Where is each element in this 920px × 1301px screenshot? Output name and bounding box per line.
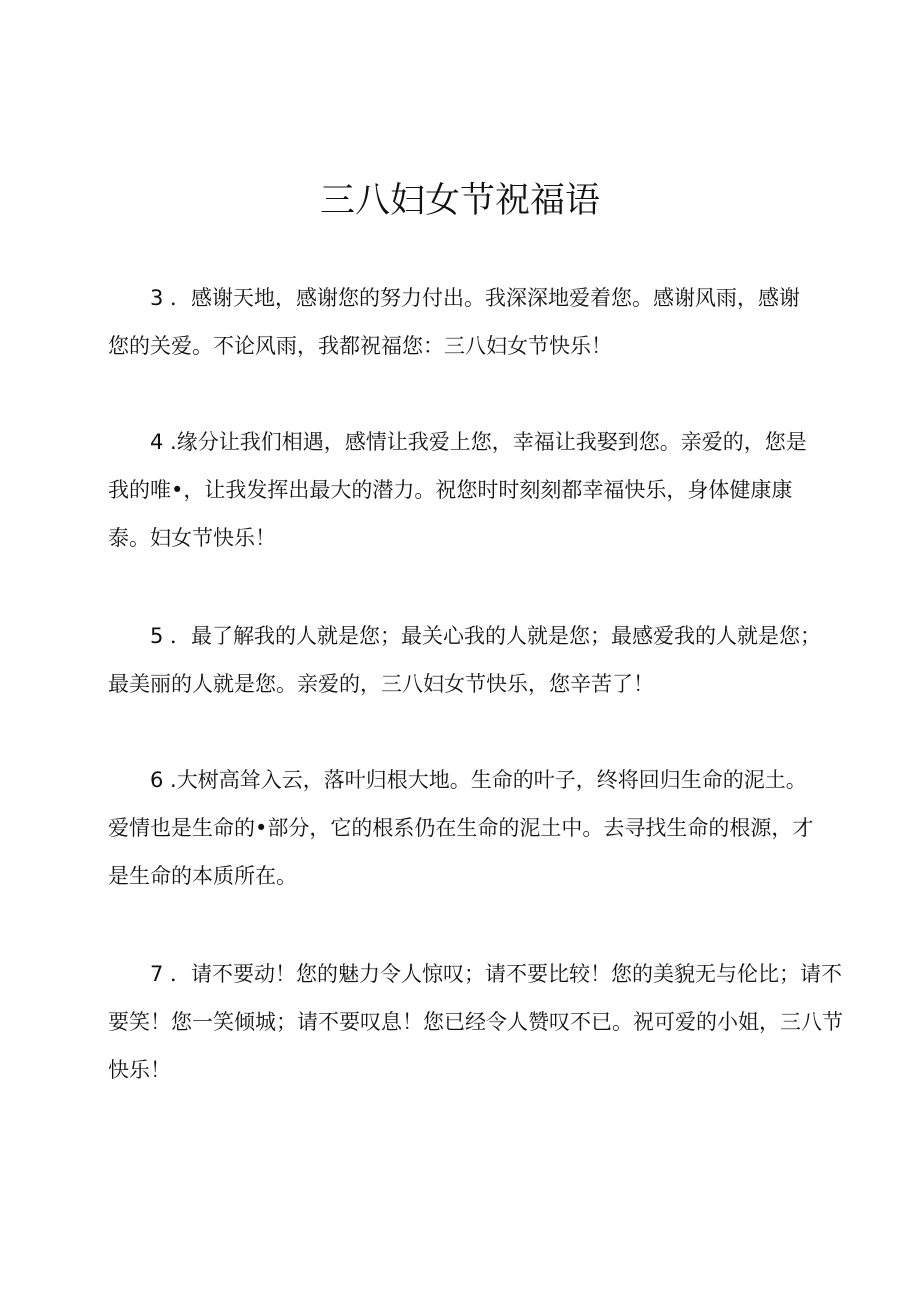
- wish-paragraph-7: [108, 950, 843, 1094]
- paragraph-line: 7 ．请不要动！您的魅力令人惊叹；请不要比较！您的美貌无与伦比；请不: [150, 962, 843, 986]
- wish-paragraph-6: [108, 756, 824, 900]
- paragraph-line: 要笑！您一笑倾城；请不要叹息！您已经令人赞叹不已。祝可爱的小姐，三八节: [108, 1010, 843, 1034]
- paragraph-line: 爱情也是生命的•部分，它的根系仍在生命的泥土中。去寻找生命的根源，才: [108, 816, 814, 840]
- document-title: 三八妇女节祝福语: [319, 181, 600, 221]
- paragraph-line: 最美丽的人就是您。亲爱的，三八妇女节快乐，您辛苦了！: [108, 672, 654, 696]
- wish-paragraph-5: [108, 612, 824, 708]
- paragraph-line: 泰。妇女节快乐！: [108, 526, 276, 550]
- paragraph-line: 6 .大树高耸入云，落叶归根大地。生命的叶子，终将回归生命的泥土。: [150, 768, 807, 792]
- paragraph-line: 5 ．最了解我的人就是您；最关心我的人就是您；最感爱我的人就是您；: [150, 624, 822, 648]
- paragraph-line: 4 .缘分让我们相遇，感情让我爱上您，幸福让我娶到您。亲爱的，您是: [150, 430, 807, 454]
- wish-paragraph-3: [108, 274, 824, 370]
- paragraph-line: 是生命的本质所在。: [108, 864, 297, 888]
- paragraph-line: 快乐！: [108, 1058, 171, 1082]
- wish-paragraph-4: [108, 418, 824, 562]
- paragraph-line: 我的唯•，让我发挥出最大的潜力。祝您时时刻刻都幸福快乐，身体健康康: [108, 478, 793, 502]
- paragraph-line: 3 ．感谢天地，感谢您的努力付出。我深深地爱着您。感谢风雨，感谢: [150, 286, 801, 310]
- paragraph-line: 您的关爱。不论风雨，我都祝福您：三八妇女节快乐！: [108, 334, 612, 358]
